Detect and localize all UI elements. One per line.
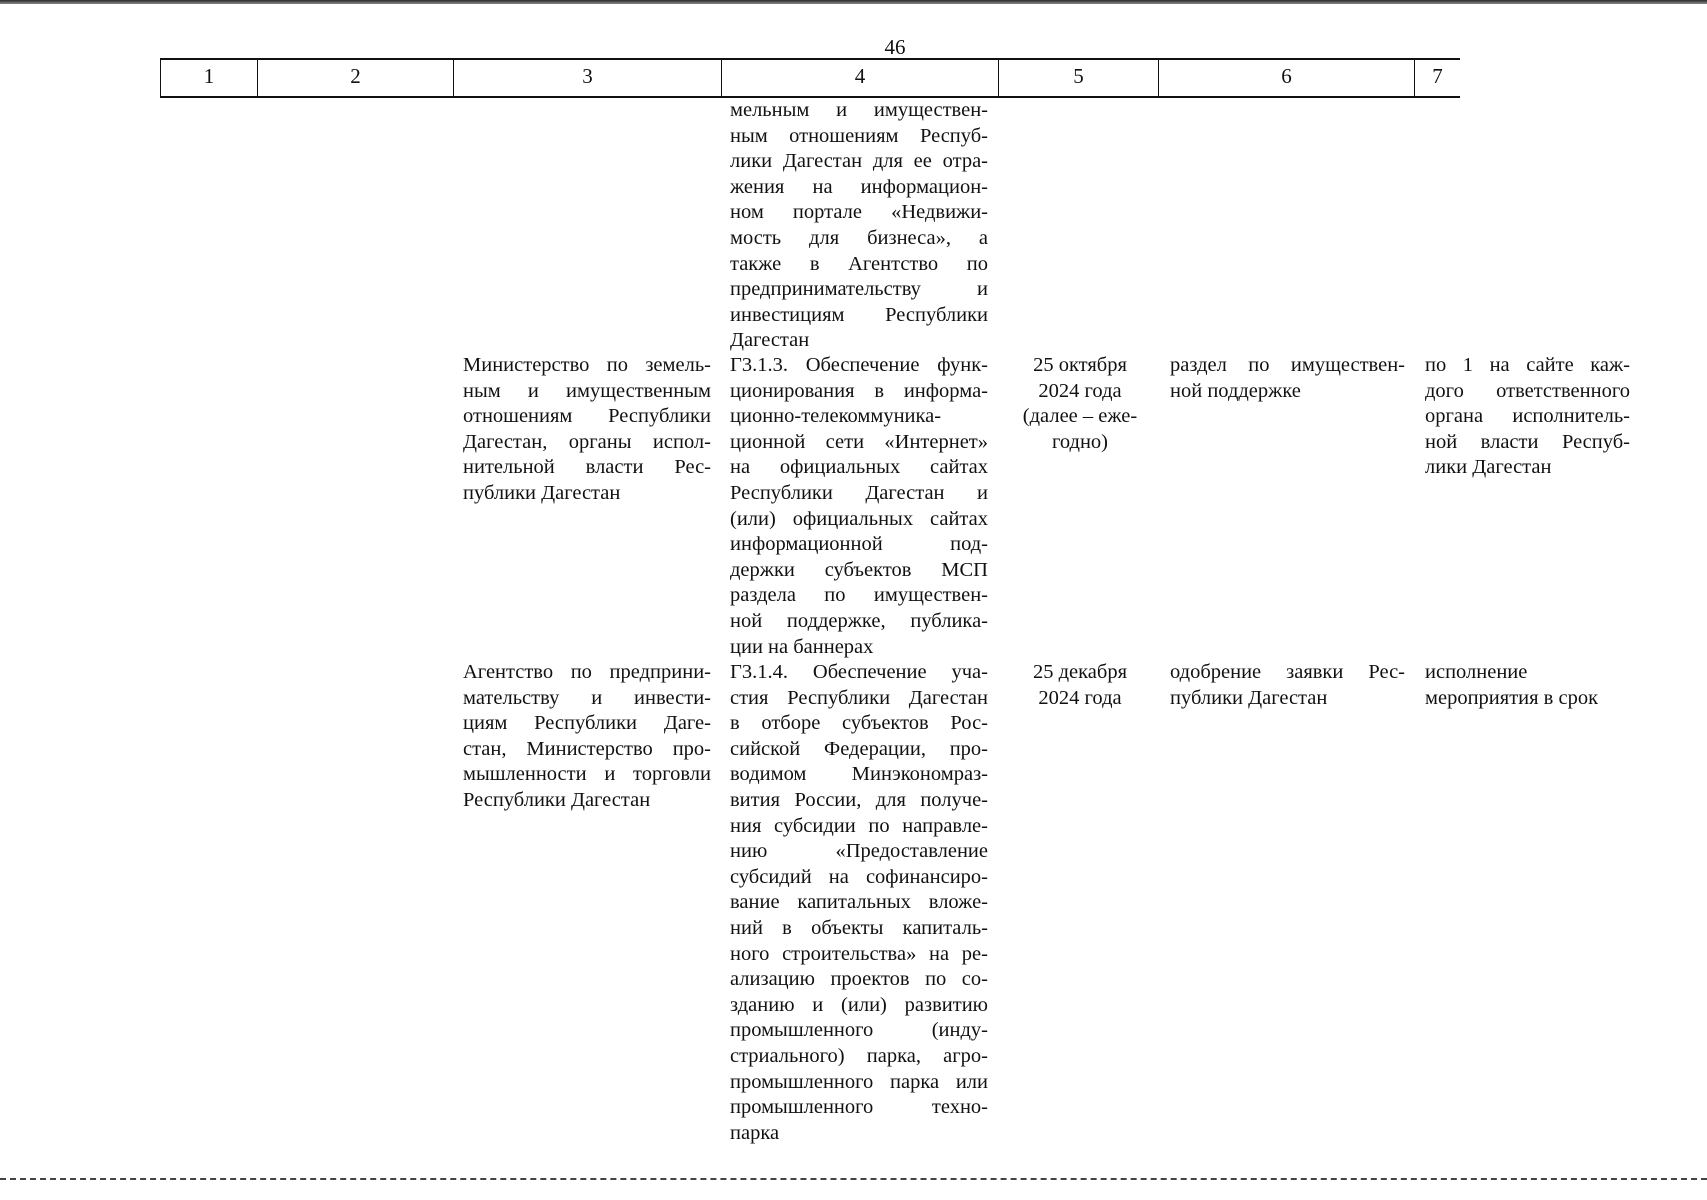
scan-edge-bottom: [0, 1178, 1707, 1182]
header-column-2: 2: [258, 60, 454, 96]
text-line: промышленного (инду-: [730, 1019, 988, 1042]
header-column-6: 6: [1159, 60, 1415, 96]
row-1-deadline: [1005, 353, 1155, 455]
text-line: предпринимательству и: [730, 278, 988, 301]
row-2-responsible: [463, 660, 711, 814]
text-line: (или) официальных сайтах: [730, 507, 988, 530]
text-line: держки субъектов МСП: [730, 558, 988, 581]
text-line: промышленного техно-: [730, 1096, 988, 1119]
header-column-3: 3: [454, 60, 722, 96]
text-line: 2024 года: [1038, 379, 1122, 402]
text-line: ного строительства» на ре-: [730, 942, 988, 965]
text-line: публики Дагестан: [463, 481, 621, 504]
text-line: Республики Дагестан и: [730, 481, 988, 504]
text-line: инвестициям Республики: [730, 303, 988, 326]
text-line: мость для бизнеса», а: [730, 226, 988, 249]
header-column-5: 5: [999, 60, 1159, 96]
text-line: Агентство по предприни-: [463, 661, 711, 683]
text-line: ний в объекты капиталь-: [730, 916, 988, 939]
text-line: субсидий на софинансиро-: [730, 865, 988, 888]
text-line: вание капитальных вложе-: [730, 891, 988, 914]
text-line: ализацию проектов по со-: [730, 968, 988, 991]
text-line: отношениям Республики: [463, 405, 711, 428]
row-1-result: [1170, 353, 1405, 404]
text-line: ном портале «Недвижи-: [730, 201, 988, 224]
text-line: ния субсидии по направле-: [730, 814, 988, 837]
text-line: в отборе субъектов Рос-: [730, 712, 988, 735]
row-1-measure: [730, 353, 988, 660]
text-line: ной поддержке: [1170, 379, 1301, 402]
text-line: годно): [1051, 430, 1109, 453]
text-line: (далее – еже-: [1022, 405, 1138, 428]
text-line: ционной сети «Интернет»: [730, 430, 988, 453]
text-line: 2024 года: [1038, 686, 1122, 709]
scan-edge-top: [0, 0, 1707, 4]
text-line: жения на информацион-: [730, 175, 988, 198]
text-line: 25 октября: [1033, 354, 1127, 376]
text-line: стриального) парка, агро-: [730, 1044, 988, 1067]
text-line: мышленности и торговли: [463, 763, 711, 786]
text-line: Министерство по земель-: [463, 354, 711, 376]
text-line: Республики Дагестан: [463, 788, 651, 811]
text-line: мательству и инвести-: [463, 686, 711, 709]
text-line: также в Агентство по: [730, 252, 988, 275]
text-line: промышленного парка или: [730, 1070, 988, 1093]
text-line: Г3.1.3. Обеспечение функ-: [730, 354, 988, 376]
text-line: сийской Федерации, про-: [730, 737, 988, 760]
text-line: информационной под-: [730, 533, 988, 556]
text-line: 25 декабря: [1032, 661, 1127, 683]
text-line: парка: [730, 1121, 780, 1144]
text-line: стия Республики Дагестан: [730, 686, 988, 709]
text-line: циям Республики Даге-: [463, 712, 711, 735]
header-column-1: 1: [160, 60, 258, 96]
page-number: 46: [884, 35, 906, 59]
text-line: мельным и имуществен-: [730, 99, 988, 121]
text-line: ным и имущественным: [463, 379, 711, 402]
text-line: на официальных сайтах: [730, 456, 988, 479]
text-line: Дагестан: [730, 329, 810, 352]
text-line: публики Дагестан: [1170, 686, 1328, 709]
text-line: по 1 на сайте каж-: [1425, 354, 1630, 376]
text-line: исполнение: [1425, 661, 1528, 683]
text-line: стан, Министерство про-: [463, 737, 711, 760]
row-2-measure: [730, 660, 988, 1146]
text-line: Дагестан, органы испол-: [463, 430, 711, 453]
text-line: раздела по имуществен-: [730, 584, 988, 607]
row-2-deadline: [1005, 660, 1155, 711]
row-1-responsible: [463, 353, 711, 507]
row-2-indicator: [1425, 660, 1630, 711]
text-line: ной власти Респуб-: [1425, 430, 1630, 453]
text-line: мероприятия в срок: [1425, 686, 1599, 709]
table-header-row: [160, 58, 1460, 98]
text-line: ционирования в информа-: [730, 379, 988, 402]
text-line: раздел по имуществен-: [1170, 354, 1405, 376]
text-line: зданию и (или) развитию: [730, 993, 988, 1016]
row-2-result: [1170, 660, 1405, 711]
text-line: водимом Минэкономраз-: [730, 763, 988, 786]
text-line: лики Дагестан для ее отра-: [730, 150, 988, 173]
text-line: лики Дагестан: [1425, 456, 1552, 479]
text-line: ционно-телекоммуника-: [730, 405, 942, 428]
text-line: ным отношениям Респуб-: [730, 124, 988, 147]
text-line: нию «Предоставление: [730, 840, 988, 863]
text-line: органа исполнитель-: [1425, 405, 1630, 428]
text-line: Г3.1.4. Обеспечение уча-: [730, 661, 988, 683]
text-line: дого ответственного: [1425, 379, 1630, 402]
header-column-7: 7: [1432, 64, 1443, 88]
text-line: ции на баннерах: [730, 635, 874, 658]
header-column-4: 4: [722, 60, 999, 96]
row-1-indicator: [1425, 353, 1630, 481]
text-line: одобрение заявки Рес-: [1170, 661, 1405, 683]
text-line: нительной власти Рес-: [463, 456, 711, 479]
text-line: вития России, для получе-: [730, 788, 988, 811]
continuation-measure-text: [730, 98, 988, 354]
text-line: ной поддержке, публика-: [730, 609, 988, 632]
